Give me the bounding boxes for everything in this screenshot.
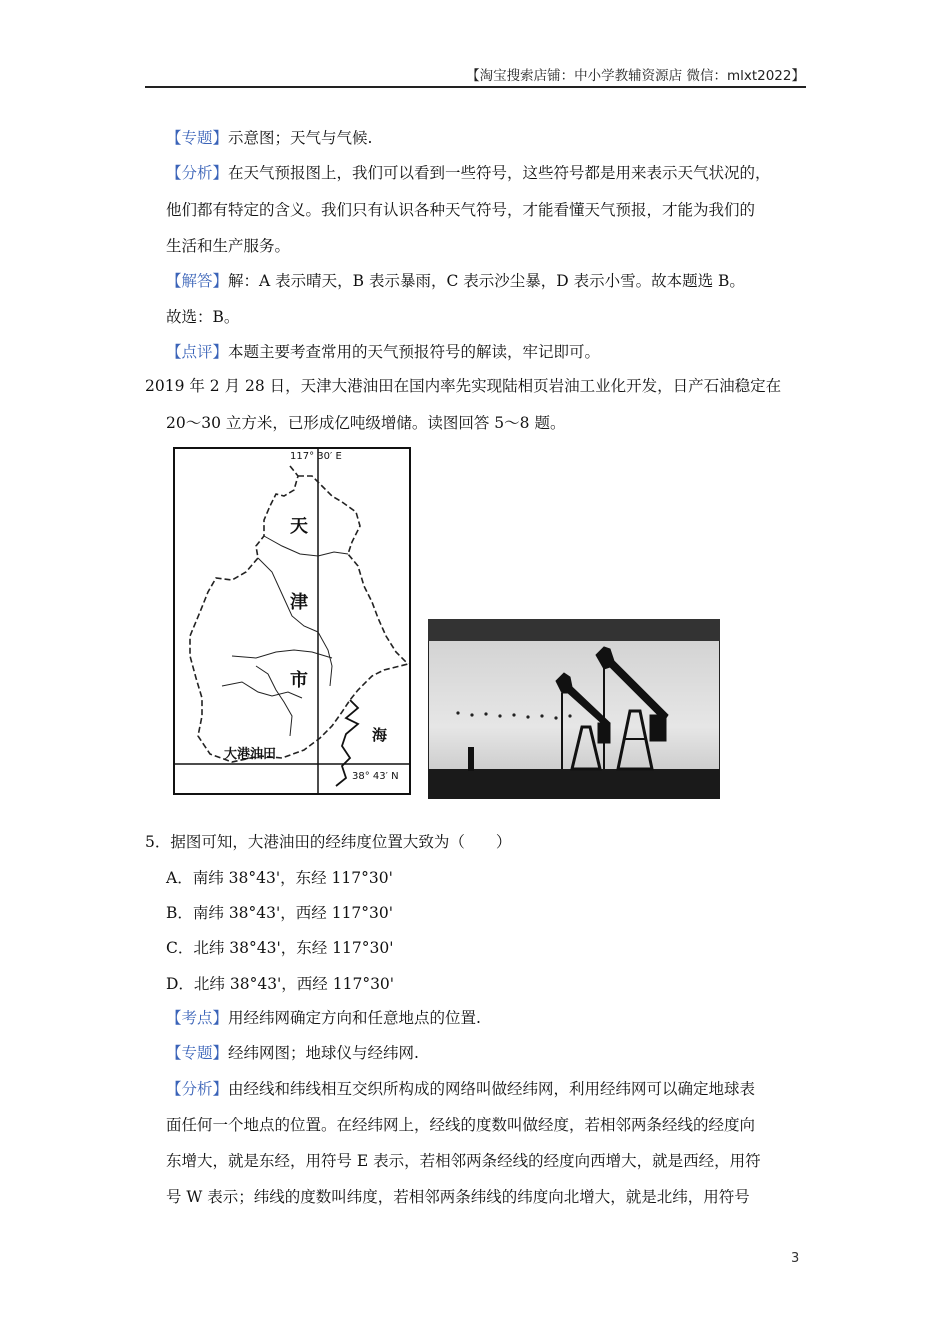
page-number: 3 <box>791 1251 800 1266</box>
q5-point <box>166 1008 481 1028</box>
map-char-shi: 市 <box>290 670 308 691</box>
analysis-text: 由经线和纬线相互交织所构成的网络叫做经纬网，利用经纬网可以确定地球表 <box>228 1080 756 1098</box>
q5-option-a: A．南纬 38°43'，东经 117°30' <box>166 869 393 887</box>
analysis-text: 在天气预报图上，我们可以看到一些符号，这些符号都是用来表示天气状况的， <box>228 164 771 182</box>
q4-analysis-line-1 <box>166 163 771 183</box>
q5-option-d: D．北纬 38°43'，西经 117°30' <box>166 975 395 993</box>
special-tag: 【专题】 <box>166 1044 229 1062</box>
comment-tag: 【点评】 <box>166 343 229 361</box>
comment-text: 本题主要考查常用的天气预报符号的解读，牢记即可。 <box>228 343 601 361</box>
q5-option-c: C．北纬 38°43'，东经 117°30' <box>166 939 394 957</box>
q4-comment <box>166 342 600 362</box>
q4-answer <box>166 271 745 291</box>
q5-option-b: B．南纬 38°43'，西经 117°30' <box>166 904 394 922</box>
q5-special <box>166 1043 419 1063</box>
special-text: 经纬网图；地球仪与经纬网. <box>228 1044 419 1062</box>
q4-special <box>166 128 372 148</box>
analysis-tag: 【分析】 <box>166 164 229 182</box>
q5-analysis-line-1 <box>166 1079 755 1099</box>
latitude-label: 38° 43′ N <box>352 771 399 782</box>
q4-analysis-line-3: 生活和生产服务。 <box>166 237 291 255</box>
q5-analysis-line-4: 号 W 表示；纬线的度数叫纬度，若相邻两条纬线的纬度向北增大，就是北纬，用符号 <box>166 1188 750 1206</box>
intro-line-2: 20～30 立方米，已形成亿吨级增储。读图回答 5～8 题。 <box>166 414 566 432</box>
tianjin-map <box>172 446 412 796</box>
q5-stem: 5．据图可知，大港油田的经纬度位置大致为（ ） <box>145 833 512 851</box>
special-tag: 【专题】 <box>166 129 229 147</box>
map-char-jin: 津 <box>290 592 308 613</box>
longitude-label: 117° 30′ E <box>290 451 342 462</box>
special-text: 示意图；天气与气候. <box>228 129 373 147</box>
point-text: 用经纬网确定方向和任意地点的位置. <box>228 1009 481 1027</box>
oilfield-label: 大港油田 <box>224 747 277 762</box>
q5-analysis-line-3: 东增大，就是东经，用符号 E 表示，若相邻两条经线的经度向西增大，就是西经，用符 <box>166 1152 761 1170</box>
header-divider <box>145 86 806 88</box>
oil-pump-photo <box>428 619 720 799</box>
map-char-tian: 天 <box>290 516 308 537</box>
q5-analysis-line-2: 面任何一个地点的位置。在经纬网上，经线的度数叫做经度，若相邻两条经线的经度向 <box>166 1116 756 1134</box>
page-header: 【淘宝搜索店铺：中小学教辅资源店 微信：mlxt2022】 <box>466 68 805 84</box>
intro-line-1: 2019 年 2 月 28 日，天津大港油田在国内率先实现陆相页岩油工业化开发，日产石油稳定在 <box>145 377 782 395</box>
sea-label: 海 <box>372 726 388 744</box>
analysis-tag: 【分析】 <box>166 1080 229 1098</box>
answer-tag: 【解答】 <box>166 272 229 290</box>
q4-analysis-line-2: 他们都有特定的含义。我们只有认识各种天气符号，才能看懂天气预报，才能为我们的 <box>166 201 756 219</box>
answer-text: 解：A 表示晴天，B 表示暴雨，C 表示沙尘暴，D 表示小雪。故本题选 B。 <box>228 272 745 290</box>
q4-choice: 故选：B。 <box>166 308 240 326</box>
point-tag: 【考点】 <box>166 1009 229 1027</box>
